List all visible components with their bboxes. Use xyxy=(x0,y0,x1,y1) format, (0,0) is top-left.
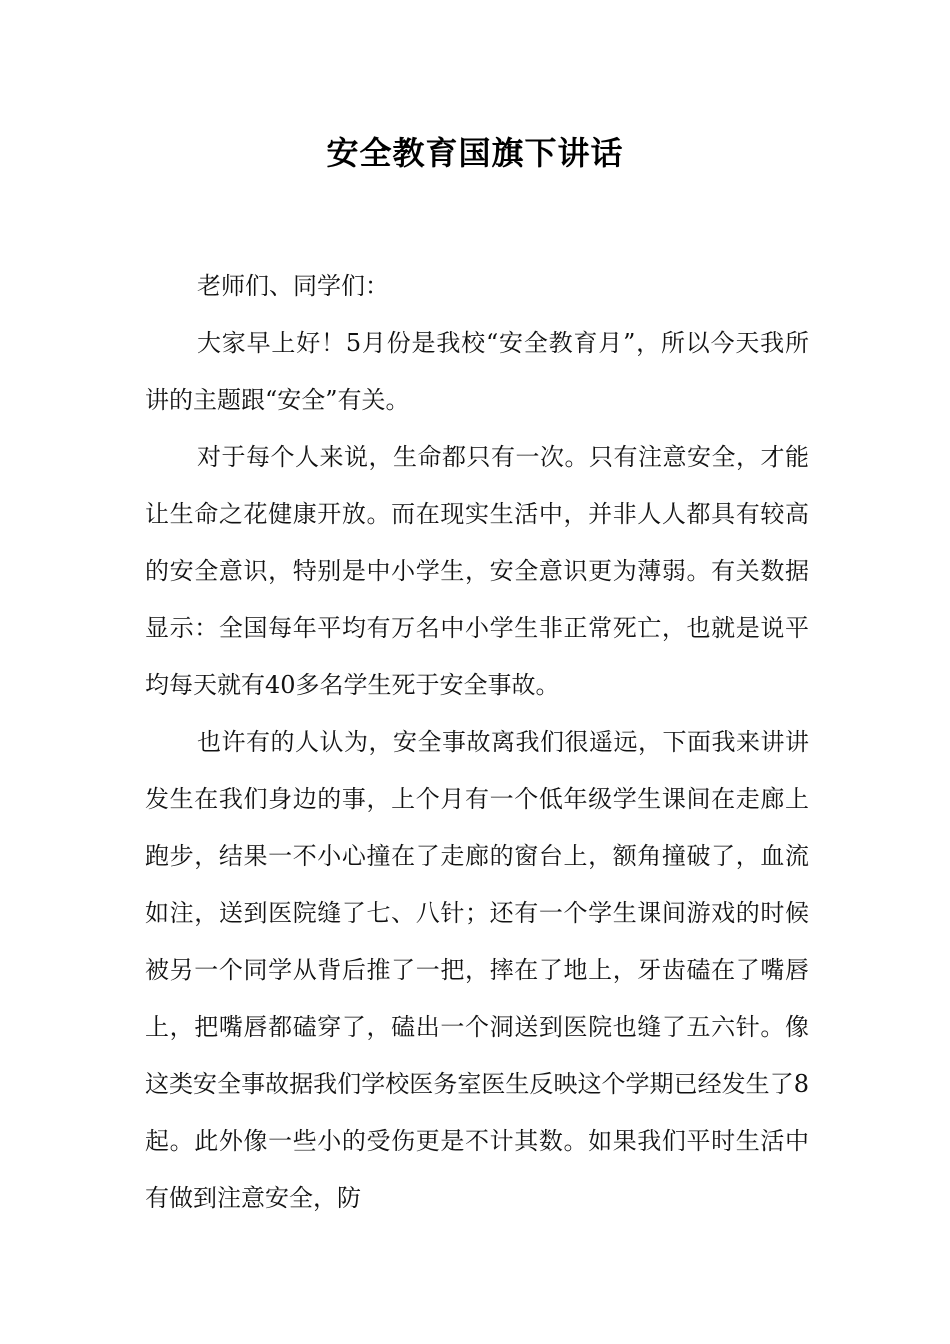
document-title: 安全教育国旗下讲话 xyxy=(326,134,624,172)
paragraph-safety-statistics: 对于每个人来说，生命都只有一次。只有注意安全，才能让生命之花健康开放。而在现实生活中，并非人人都具有较高的安全意识，特别是中小学生，安全意识更为薄弱。有关数据显示：全国每年平均有万名中小学生非正常死亡，也就是说平均每天就有40多名学生死于安全事故。 xyxy=(145,443,809,699)
paragraph-school-incidents: 也许有的人认为，安全事故离我们很遥远，下面我来讲讲发生在我们身边的事，上个月有一个低年级学生课间在走廊上跑步，结果一不小心撞在了走廊的窗台上，额角撞破了，血流如注，送到医院缝了七、八针；还有一个学生课间游戏的时候被另一个同学从背后推了一把，摔在了地上，牙齿磕在了嘴唇上，把嘴唇都磕穿了，磕出一个洞送到医院也缝了五六针。像这类安全事故据我们学校医务室医生反映这个学期已经发生了8起。此外像一些小的受伤更是不计其数。如果我们平时生活中有做到注意安全，防 xyxy=(145,728,809,1212)
paragraph-greeting: 老师们、同学们： xyxy=(197,272,389,300)
document-body xyxy=(145,258,809,1227)
paragraph-intro: 大家早上好！5月份是我校“安全教育月”，所以今天我所讲的主题跟“安全”有关。 xyxy=(145,329,809,414)
